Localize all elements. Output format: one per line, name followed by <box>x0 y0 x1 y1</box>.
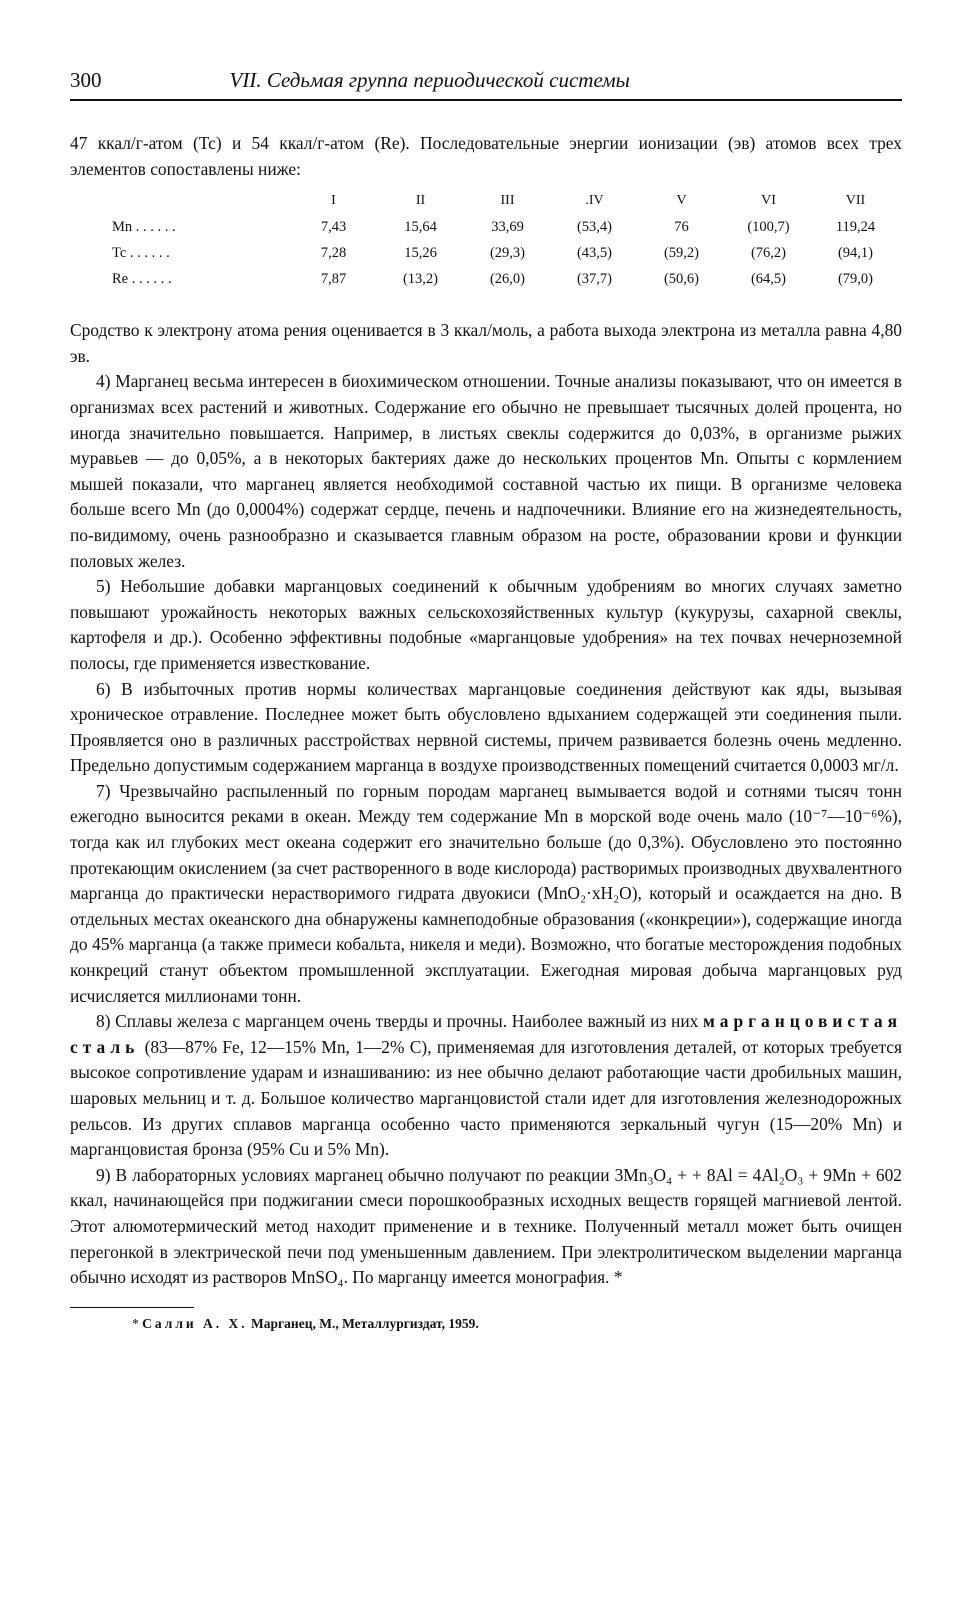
paragraph-5: 5) Небольшие добавки марганцовых соединений к обычным удобрениям во многих случаях заметно повышают урожайность некоторых важных сельскохозяйственных культур (кукурузы, сахарной свеклы, картофеля и др.). Особенно эффективны подобные «марганцовые удобрения» на тех почвах нечерноземной полосы, где применяется известкование. <box>70 576 902 673</box>
intro-paragraph: 47 ккал/г-атом (Tc) и 54 ккал/г-атом (Re). Последовательные энергии ионизации (эв) атомов всех трех элементов сопоставлены ниже: <box>70 133 902 179</box>
element-label: Tc . . . . . . <box>112 244 170 261</box>
column-header: VI <box>761 193 776 209</box>
table-header-row <box>70 188 899 214</box>
footnote-text: Марганец, М., Металлургиздат, 1959. <box>251 1315 479 1331</box>
column-header: .IV <box>585 193 604 209</box>
table-cell: 7,28 <box>320 244 347 261</box>
footnote-author: Салли А. Х. <box>142 1315 248 1331</box>
table-cell: (43,5) <box>576 244 613 261</box>
paragraph-8 <box>70 1009 902 1163</box>
footnote-divider <box>70 1307 194 1308</box>
table-cell: (76,2) <box>750 244 787 261</box>
table-cell: (94,1) <box>837 244 874 261</box>
element-label: Mn . . . . . . <box>112 218 176 235</box>
table-cell: (59,2) <box>663 244 700 261</box>
page-header <box>70 68 902 101</box>
table-cell: (13,2) <box>402 270 439 287</box>
table-row <box>70 240 899 266</box>
table-cell: (50,6) <box>663 270 700 287</box>
footnote <box>132 1316 902 1332</box>
paragraph-6: 6) В избыточных против нормы количествах марганцовые соединения действуют как яды, вызывая хроническое отравление. Последнее может быть обусловлено вдыханием содержащей эти соединения пыли. Проявляется оно в различных расстройствах нервной системы, причем развивается болезнь очень медленно. Предельно допустимым содержанием марганца в воздухе производственных помещений считается 0,0003 мг/л. <box>70 678 902 776</box>
table-corner <box>70 188 290 214</box>
table-cell: 15,26 <box>404 244 437 261</box>
table-row <box>70 266 899 292</box>
chapter-title: VII. Седьмая группа периодической системы <box>229 68 630 92</box>
table-cell: 7,43 <box>320 218 347 235</box>
paragraph-4: 4) Марганец весьма интересен в биохимическом отношении. Точные анализы показывают, что он имеется в организмах всех растений и животных. Содержание его обычно не превышает тысячных долей процента, но иногда значительно повышается. Например, в листьях свеклы содержится до 0,03%, в организме рыжих муравьев — до 0,05%, а в некоторых бактериях даже до нескольких процентов Mn. Опыты с кормлением мышей показали, что марганец является необходимой составной частью их пищи. В организме человека больше всего Mn (до 0,0004%) содержат сердце, печень и надпочечники. Влияние его на жизнедеятельность, по-видимому, очень разнообразно и сказывается главным образом на росте, образовании крови и функции половых желез. <box>70 371 902 571</box>
column-header: VII <box>845 193 866 209</box>
column-header: III <box>500 193 515 209</box>
term-manganese-steel: марганцовистая сталь <box>70 1011 902 1057</box>
ionization-energy-table <box>70 188 899 292</box>
page-number: 300 <box>70 68 102 92</box>
table-cell: (100,7) <box>747 218 790 235</box>
table-cell: 33,69 <box>491 218 524 235</box>
book-page <box>70 68 902 1332</box>
table-cell: (26,0) <box>489 270 526 287</box>
table-row <box>70 214 899 240</box>
affinity-paragraph: Сродство к электрону атома рения оценивается в 3 ккал/моль, а работа выхода электрона из металла равна 4,80 эв. <box>70 320 902 366</box>
table-cell: (37,7) <box>576 270 613 287</box>
paragraph-8-rest: (83—87% Fe, 12—15% Mn, 1—2% C), применяемая для изготовления деталей, от которых требуется высокое сопротивление ударам и изнашиванию: из нее обычно делают работающие части дробильных машин, шаровых мельниц и т. д. Большое количество марганцовистой стали идет для изготовления железнодорожных рельсов. Из других сплавов марганца особенно часто применяются зеркальный чугун (15—20% Mn) и марганцовистая бронза (95% Cu и 5% Mn). <box>70 1036 902 1160</box>
paragraph-9: 9) В лабораторных условиях марганец обычно получают по реакции 3Mn₃O₄ + + 8Al = 4Al₂O₃ + 9Mn + 602 ккал, начинающейся при поджигании смеси порошкообразных исходных веществ горящей магниевой лентой. Этот алюмотермический метод находит применение и в технике. Полученный металл может быть очищен перегонкой в электрической печи под уменьшенным давлением. При электролитическом выделении марганца обычно исходят из растворов MnSO₄. По марганцу имеется монография. * <box>70 1164 902 1288</box>
table-cell: 7,87 <box>320 270 347 287</box>
footnote-marker: * <box>132 1315 139 1331</box>
table-cell: 76 <box>674 218 689 235</box>
table-cell: (29,3) <box>489 244 526 261</box>
element-label: Re . . . . . . <box>112 270 172 287</box>
table-cell: 119,24 <box>835 218 876 235</box>
column-header: II <box>415 193 426 209</box>
column-header: I <box>331 193 336 209</box>
table-cell: (53,4) <box>576 218 613 235</box>
paragraph-8-start: 8) Сплавы железа с марганцем очень тверды и прочны. Наиболее важный из них <box>96 1011 699 1032</box>
table-cell: (64,5) <box>750 270 787 287</box>
table-cell: 15,64 <box>404 218 437 235</box>
table-cell: (79,0) <box>837 270 874 287</box>
paragraph-7: 7) Чрезвычайно распыленный по горным породам марганец вымывается водой и сотнями тысяч тонн ежегодно выносится реками в океан. Между тем содержание Mn в морской воде очень мало (10⁻⁷—10⁻⁶%), тогда как ил глубоких мест океана содержит его значительно больше (до 0,3%). Обусловлено это постоянно протекающим окислением (за счет растворенного в воде кислорода) растворимых производных двухвалентного марганца до практически нерастворимого гидрата двуокиси (MnO₂·xH₂O), который и осаждается на дно. В отдельных местах океанского дна обнаружены камнеподобные образования («конкреции»), содержащие иногда до 45% марганца (а также примеси кобальта, никеля и меди). Возможно, что богатые месторождения подобных конкреций станут объектом промышленной эксплуатации. Ежегодная мировая добыча марганцовых руд исчисляется миллионами тонн. <box>70 780 902 1006</box>
column-header: V <box>676 193 687 209</box>
